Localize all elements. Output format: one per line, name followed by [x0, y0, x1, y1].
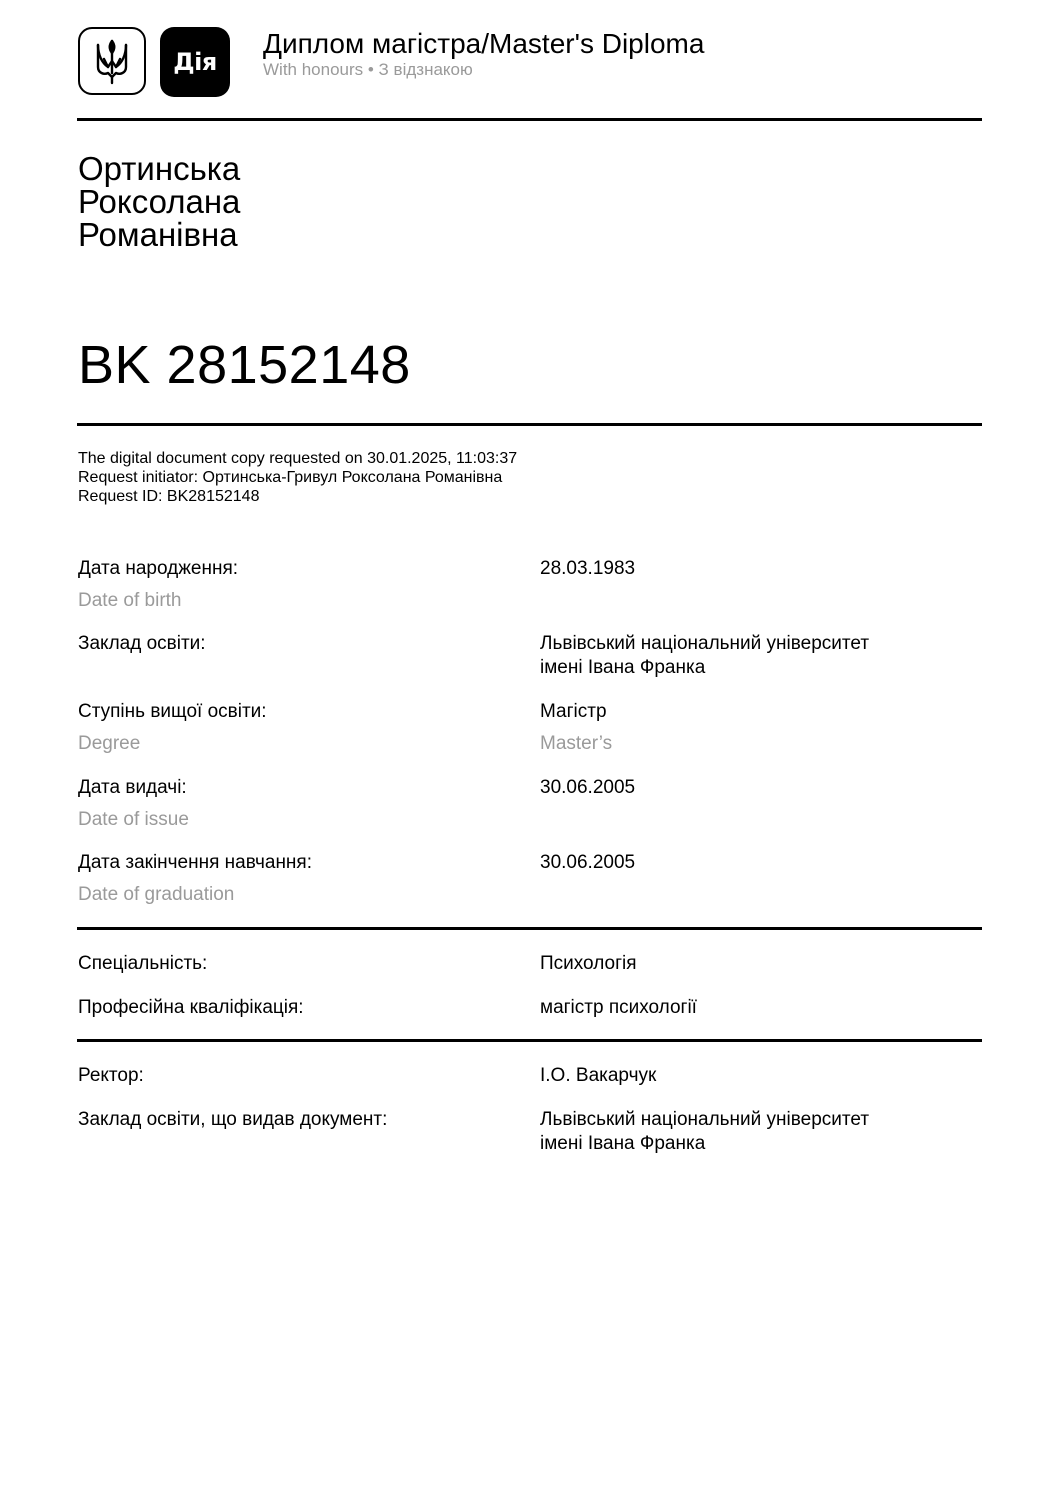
field-value-line: Львівський національний університет: [540, 633, 870, 654]
field-value-line: Львівський національний університет: [540, 1109, 870, 1130]
field-label: Ступінь вищої освіти:: [78, 701, 267, 722]
divider-number: [77, 423, 982, 426]
field-label: Спеціальність:: [78, 953, 208, 974]
field-value: І.О. Вакарчук: [540, 1065, 657, 1086]
field-value: 30.06.2005: [540, 777, 636, 798]
divider-fields-2: [77, 1039, 982, 1042]
field-label: Дата закінчення навчання:: [78, 852, 312, 873]
field-value: 30.06.2005: [540, 852, 636, 873]
field-value: Психологія: [540, 953, 637, 974]
divider-header: [77, 118, 982, 121]
divider-fields-1: [77, 927, 982, 930]
field-label: Заклад освіти, що видав документ:: [78, 1109, 388, 1130]
field-label-en: Date of graduation: [78, 884, 235, 905]
holder-name: [78, 152, 240, 251]
diia-logo: Дія: [160, 27, 230, 97]
holder-patronymic: Романівна: [78, 216, 238, 253]
holder-surname: Ортинська: [78, 150, 241, 187]
field-label: Ректор:: [78, 1065, 144, 1086]
field-value: [540, 632, 980, 680]
field-value: Магістр: [540, 701, 607, 722]
document-title: Диплом магістра/Master's Diploma: [263, 28, 705, 59]
trident-icon: [78, 27, 146, 95]
field-label-en: Degree: [78, 733, 141, 754]
request-info: [78, 449, 517, 506]
document-number: BK 28152148: [78, 335, 411, 395]
request-date-line: The digital document copy requested on 30.01.2025, 11:03:37: [78, 450, 518, 467]
field-value: 28.03.1983: [540, 558, 636, 579]
coat-of-arms-icon: [92, 37, 132, 85]
document-subtitle: With honours • З відзнакою: [263, 60, 473, 79]
field-value-en: Master’s: [540, 733, 613, 754]
field-label: Дата народження:: [78, 558, 239, 579]
field-label-en: Date of birth: [78, 590, 182, 611]
holder-given-name: Роксолана: [78, 183, 241, 220]
field-label-en: Date of issue: [78, 809, 189, 830]
field-value: магістр психології: [540, 997, 697, 1018]
field-value: [540, 1108, 980, 1156]
field-label: Професійна кваліфікація:: [78, 997, 304, 1018]
field-label: Заклад освіти:: [78, 633, 206, 654]
request-id-line: Request ID: BK28152148: [78, 488, 260, 505]
request-initiator-line: Request initiator: Ортинська-Гривул Роксолана Романівна: [78, 469, 503, 486]
field-value-line: імені Івана Франка: [540, 657, 706, 678]
field-value-line: імені Івана Франка: [540, 1133, 706, 1154]
field-label: Дата видачі:: [78, 777, 187, 798]
